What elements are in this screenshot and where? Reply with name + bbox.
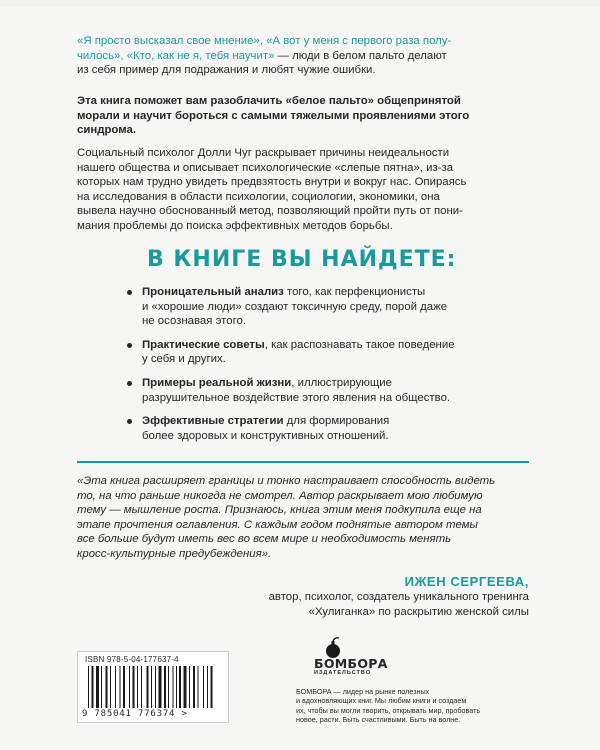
bullet-dot-icon (127, 343, 132, 348)
author-role: «Хулиганка» по раскрытию женской силы (308, 605, 529, 618)
feature-text: у себя и других. (142, 353, 226, 366)
feature-item (127, 338, 487, 367)
feature-title: Проницательный анализ (142, 286, 284, 298)
quote-line: все больше будут иметь вес во всем мире и необходимость менять (77, 533, 452, 546)
quote-line: кросс-культурные предубеждения». (77, 547, 272, 560)
description-line: мания проблемы до поиска эффективных методов борьбы. (77, 219, 393, 232)
feature-item (127, 285, 487, 329)
lead-line: морали и научит бороться с самыми тяжелыми проявлениями этого (77, 109, 470, 122)
feature-title: Эффективные стратегии (142, 415, 284, 428)
cover-edge (0, 0, 600, 6)
review-quote (77, 474, 529, 562)
feature-text: , иллюстрирующие (291, 376, 392, 389)
lead-line: Эта книга поможет вам разоблачить «белое пальто» общепринятой (77, 95, 461, 107)
author-name: ИЖЕН СЕРГЕЕВА, (404, 574, 529, 589)
section-divider (77, 461, 529, 463)
feature-item (127, 414, 487, 443)
blurb-line: их, чтобы вы могли творить, открывать мир, пробовать (296, 705, 481, 715)
feature-title: Практические советы (142, 338, 265, 351)
publisher-logo (296, 637, 406, 682)
description-line: на исследования в области психологии, социологии, экономики, она (77, 190, 440, 203)
feature-text: и «хорошие люди» создают токсичную среду, порой даже (142, 300, 448, 313)
review-author (269, 573, 529, 619)
description-line: которых нам трудно увидеть предвзятость внутри и вокруг нас. Опираясь (77, 176, 467, 189)
description-line: нашего общества и описывает психологические «слепые пятна», из-за (77, 161, 454, 174)
bullet-dot-icon (127, 419, 132, 424)
feature-item (127, 376, 487, 405)
intro-quote-line: «Я просто высказал свое мнение», «А вот у меня с первого раза полу- (77, 35, 452, 47)
feature-text: разрушительное воздействие этого явления на общество. (142, 391, 451, 404)
barcode-bars-icon (88, 666, 218, 710)
description-paragraph (77, 146, 529, 234)
quote-line: то, на что раньше никогда не смотрел. Автор раскрывает мою любимую (77, 489, 483, 502)
bullet-dot-icon (127, 381, 132, 386)
feature-list (127, 285, 487, 452)
quote-line: тему — мышление роста. Признаюсь, книга этим меня подкупила еще на (77, 504, 482, 517)
blurb-line: БОМБОРА — лидер на рынке полезных (296, 687, 430, 696)
feature-text: более здоровых и конструктивных отношений. (142, 429, 389, 442)
intro-text: из себя пример для подражания и любят чужие ошибки. (77, 64, 376, 77)
feature-text: не осознавая этого. (142, 315, 246, 328)
blurb-line: новое, расти. Быть счастливыми. Быть на волне. (296, 715, 461, 725)
publisher-name: БОМБОРА (314, 656, 388, 671)
quote-line: «Эта книга расширяет границы и тонко настраивает способность видеть (77, 475, 496, 487)
description-line: Социальный психолог Долли Чуг раскрывает причины неидеальности (77, 147, 450, 159)
lead-line: синдрома. (77, 124, 136, 137)
intro-text: — люди в белом пальто делают (274, 49, 447, 62)
isbn-barcode (77, 651, 229, 723)
lead-paragraph (77, 94, 529, 138)
isbn-number: ISBN 978-5-04-177637-4 (85, 655, 179, 664)
publisher-blurb (296, 687, 536, 725)
intro-quote-line: чилось», «Кто, как не я, тебя научит» (77, 49, 275, 62)
ean-number: 9 785041 776374 > (82, 709, 188, 719)
publisher-subtitle: ИЗДАТЕЛЬСТВО (314, 670, 372, 676)
description-line: вывела научно обоснованный метод, позволяющий пройти путь от пони- (77, 205, 463, 218)
feature-title: Примеры реальной жизни (142, 376, 292, 389)
quote-line: этапе прочтения оглавления. С каждым годом поднятые автором темы (77, 518, 478, 531)
feature-text: того, как перфекционисты (283, 286, 426, 298)
feature-text: , как распознавать такое поведение (264, 338, 455, 351)
feature-text: для формирования (283, 415, 390, 428)
section-heading: В КНИГЕ ВЫ НАЙДЕТЕ: (147, 247, 457, 272)
intro-paragraph (77, 34, 529, 78)
author-role: автор, психолог, создатель уникального тренинга (268, 591, 529, 603)
bullet-dot-icon (127, 290, 132, 295)
blurb-line: и вдохновляющих книг. Мы любим книги и создаем (296, 696, 467, 706)
